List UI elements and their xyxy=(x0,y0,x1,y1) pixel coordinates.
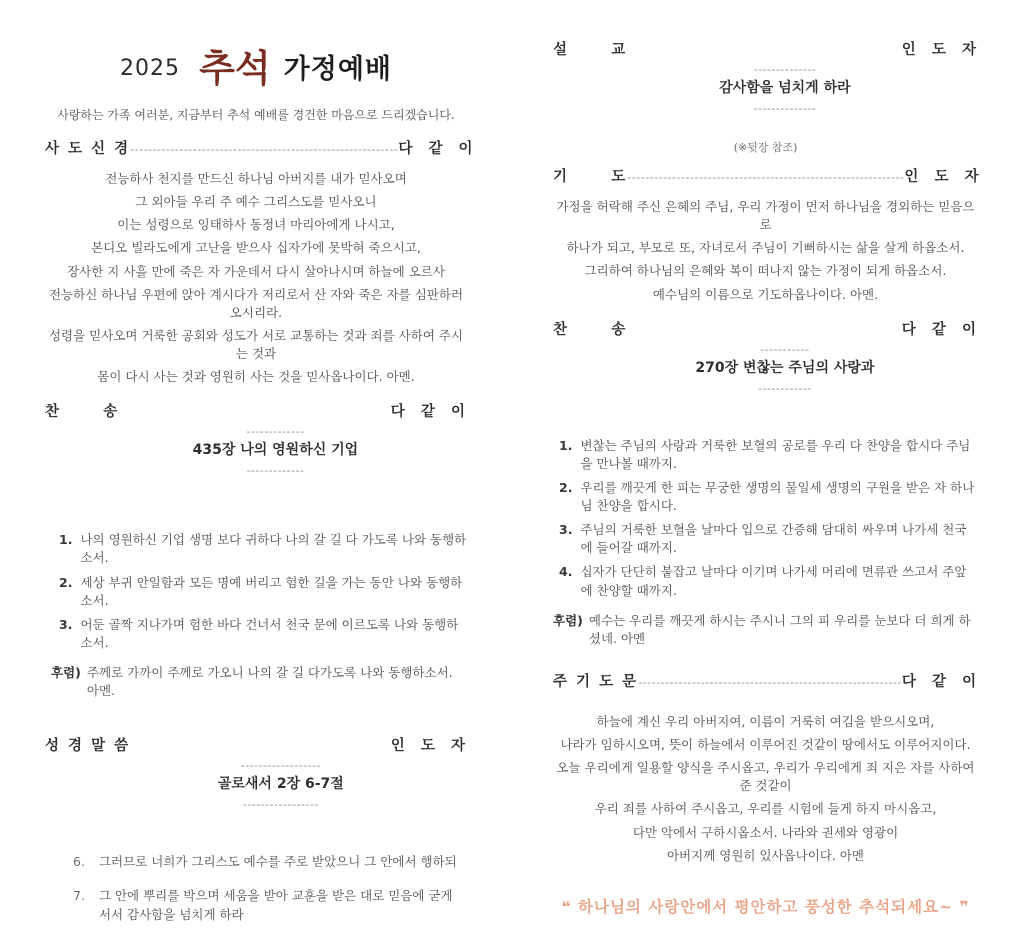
verse-text: 우리를 깨끗게 한 피는 무궁한 생명의 물일세 생명의 구원을 받은 자 하나님 찬양을 합시다. xyxy=(580,479,975,513)
hymn-verse xyxy=(59,574,467,610)
leader-dashes: ------------- xyxy=(246,425,305,439)
creed-line: 그 외아들 우리 주 예수 그리스도를 믿사오니 xyxy=(135,194,377,210)
prayer-line: 그리하여 하나님의 은혜와 복이 떠나지 않는 가정이 되게 하옵소서. xyxy=(584,263,947,279)
section-performer: 다 같 이 xyxy=(901,673,979,690)
creed-line: 전능하신 하나님 우편에 앉아 계시다가 저리로서 산 자와 죽은 자를 심판하러 오시리라. xyxy=(48,286,464,320)
section-label: 주 기 도 문 xyxy=(553,673,639,690)
scripture-reference: 골로새서 2장 6-7절 xyxy=(217,776,344,793)
hymn-435-refrain xyxy=(51,664,467,700)
section-heading-prayer xyxy=(553,165,981,186)
hymn-verse xyxy=(559,521,978,557)
refrain-text: 예수는 우리를 깨끗게 하시는 주시니 그의 피 우리를 눈보다 더 희게 하셨네. 아멘 xyxy=(588,612,971,646)
section-performer: 다 같 이 xyxy=(901,321,978,338)
section-label: 성 경 말 씀 xyxy=(45,738,131,755)
verse-number: 2. xyxy=(559,479,573,495)
section-label: 설 교 xyxy=(553,42,628,58)
verse-text: 그 안에 뿌리를 박으며 세움을 받아 교훈을 받은 대로 믿음에 굳게 서서 감사함을 넘치게 하라 xyxy=(98,888,453,922)
scripture-verses xyxy=(73,853,467,923)
prayer-line: 하나가 되고, 부모로 또, 자녀로서 주님이 기뻐하시는 삶을 살게 하옵소서. xyxy=(566,240,965,256)
verse-number: 4. xyxy=(559,564,573,580)
scripture-verse xyxy=(73,887,467,923)
verse-number: 6. xyxy=(73,854,85,870)
title-year: 2025 xyxy=(120,56,180,81)
lords-prayer-line: 나라가 임하시오며, 뜻이 하늘에서 이루어진 것같이 땅에서도 이루어지이다. xyxy=(560,737,971,752)
lords-prayer-line: 하늘에 계신 우리 아버지여, 이름이 거룩히 여김을 받으시오며, xyxy=(596,713,935,729)
sermon-note: (※뒷장 참조) xyxy=(733,141,798,154)
creed-line: 성령을 믿사오며 거룩한 공회와 성도가 서로 교통하는 것과 죄를 사하여 주시는 것과 xyxy=(48,327,464,361)
hymn-verse xyxy=(559,437,978,473)
refrain-label: 후렴) xyxy=(553,612,583,628)
hymn-verse xyxy=(559,563,978,599)
section-performer: 인 도 자 xyxy=(904,169,981,185)
hymn-verse xyxy=(59,531,467,567)
prayer-line: 예수님의 이름으로 기도하옵나이다. 아멘. xyxy=(652,286,879,302)
apostles-creed-text xyxy=(45,170,467,386)
creed-line: 이는 성령으로 잉태하사 동정녀 마리아에게 나시고, xyxy=(117,217,395,233)
verse-number: 2. xyxy=(59,574,73,590)
hymn-title: 270장 변찮는 주님의 사랑과 xyxy=(695,359,875,376)
leader-dashes: -------------- xyxy=(753,102,817,115)
lords-prayer-line: 다만 악에서 구하시옵소서. 나라와 권세와 영광이 xyxy=(632,824,899,840)
verse-text: 주님의 거룩한 보혈을 날마다 입으로 간증해 담대히 싸우며 나가세 천국에 들어갈 때까지. xyxy=(580,522,967,556)
leader-dashes: ----------- xyxy=(760,342,810,356)
verse-text: 나의 영원하신 기업 생명 보다 귀하다 나의 갈 길 다 가도록 나와 동행하소서. xyxy=(80,532,467,566)
verse-number: 1. xyxy=(559,437,573,453)
intro-line: 사랑하는 가족 여러분, 지금부터 추석 예배를 경건한 마음으로 드리겠습니다. xyxy=(57,108,455,122)
title-chuseok: 추석 xyxy=(199,46,271,90)
hymn-435-verses xyxy=(59,531,467,652)
lords-prayer-line: 아버지께 영원히 있사옵나이다. 아멘 xyxy=(666,847,865,863)
section-performer: 인 도 자 xyxy=(901,42,978,58)
section-performer: 인 도 자 xyxy=(390,738,467,755)
refrain-text: 주께로 가까이 주께로 가오니 나의 갈 길 다가도록 나와 동행하소서. 아멘. xyxy=(86,665,453,699)
section-heading-sermon xyxy=(553,38,978,135)
left-column xyxy=(45,38,475,930)
section-heading-scripture xyxy=(45,734,467,831)
creed-line: 본디오 빌라도에게 고난을 받으사 십자가에 못박혀 죽으시고, xyxy=(91,240,421,256)
section-heading-hymn-270 xyxy=(553,318,978,415)
lords-prayer-text xyxy=(553,713,978,865)
creed-line: 몸이 다시 사는 것과 영원히 사는 것을 믿사옵나이다. 아멘. xyxy=(97,369,415,385)
lords-prayer-line: 우리 죄를 사하여 주시옵고, 우리를 시험에 들게 하지 마시옵고, xyxy=(594,801,937,817)
verse-number: 3. xyxy=(559,522,573,538)
leader-dashes: -------------------------------------------------------------- xyxy=(627,171,905,184)
section-heading-hymn-435 xyxy=(45,400,467,497)
leader-dashes: ------------------ xyxy=(240,759,322,773)
verse-text: 그러므로 너희가 그리스도 예수를 주로 받았으니 그 안에서 행하되 xyxy=(98,854,457,870)
leader-dashes: ----------------- xyxy=(242,798,319,812)
leader-dashes: -------------- xyxy=(753,63,817,76)
section-heading-lords-prayer xyxy=(553,670,978,691)
hymn-270-verses xyxy=(559,437,978,600)
section-label: 찬 송 xyxy=(553,321,628,338)
prayer-line: 가정을 허락해 주신 은혜의 주님, 우리 가정이 먼저 하나님을 경외하는 믿음으로 xyxy=(556,199,975,233)
hymn-verse xyxy=(59,616,467,652)
verse-text: 세상 부귀 안일함과 모든 명예 버리고 험한 길을 가는 동안 나와 동행하소서. xyxy=(80,574,463,608)
section-performer: 다 같 이 xyxy=(390,404,467,421)
right-column xyxy=(553,38,981,932)
section-label: 사 도 신 경 xyxy=(45,141,131,157)
page-title xyxy=(45,38,467,92)
sermon-title: 감사함을 넘치게 하라 xyxy=(719,80,851,96)
leader-dashes: ------------- xyxy=(246,464,305,478)
verse-number: 3. xyxy=(59,616,73,632)
scripture-verse xyxy=(73,853,467,871)
prayer-text xyxy=(553,198,978,304)
creed-line: 장사한 지 사흘 만에 죽은 자 가운데서 다시 살아나시며 하늘에 오르사 xyxy=(67,263,445,279)
refrain-label: 후렴) xyxy=(51,665,81,680)
verse-number: 1. xyxy=(59,532,73,548)
lords-prayer-line: 오늘 우리에게 일용할 양식을 주시옵고, 우리가 우리에게 죄 지은 자를 사하여 준 것같이 xyxy=(556,760,975,794)
closing-blessing-quote: ❝ 하나님의 사랑안에서 평안하고 풍성한 추석되세요~ ❞ xyxy=(561,897,970,916)
verse-text: 변찮는 주님의 사랑과 거룩한 보혈의 공로를 우리 다 찬양을 합시다 주님을 만나볼 때까지. xyxy=(580,437,971,471)
leader-dashes: ------------ xyxy=(758,381,812,395)
section-label: 찬 송 xyxy=(45,404,120,421)
section-label: 기 도 xyxy=(553,169,628,185)
hymn-270-refrain xyxy=(553,612,978,648)
creed-line: 전능하사 천지를 만드신 하나님 아버지를 내가 믿사오며 xyxy=(105,171,407,186)
section-performer: 다 같 이 xyxy=(398,141,475,157)
hymn-title: 435장 나의 영원하신 기업 xyxy=(192,442,359,459)
hymn-verse xyxy=(559,479,978,515)
verse-text: 십자가 단단히 붙잡고 날마다 이기며 나가세 머리에 면류관 쓰고서 주앞에 찬양할 때까지. xyxy=(580,564,967,598)
verse-text: 어둔 골짝 지나가며 험한 바다 건너서 천국 문에 이르도록 나와 동행하소서. xyxy=(80,616,459,650)
section-heading-apostles-creed xyxy=(45,137,475,158)
leader-dashes: ----------------------------------------------------------- xyxy=(638,675,902,689)
title-family-worship: 가정예배 xyxy=(283,54,392,85)
verse-number: 7. xyxy=(73,888,85,904)
leader-dashes: ------------------------------------------------------------ xyxy=(130,143,399,156)
